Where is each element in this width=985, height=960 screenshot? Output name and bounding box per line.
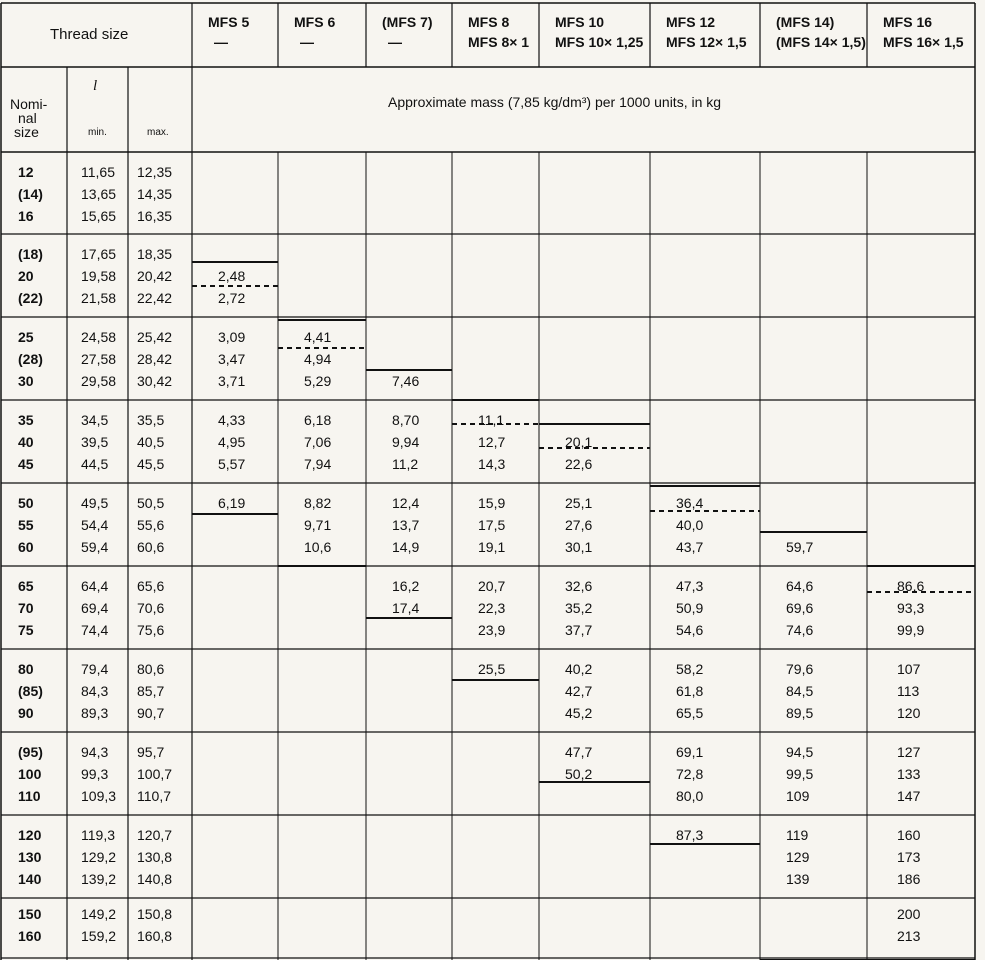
column-header-3-line2: —: [388, 34, 402, 50]
length-max-cell: 45,5: [137, 456, 165, 472]
min-label: min.: [88, 127, 107, 138]
length-max-cell: 75,6: [137, 622, 165, 638]
nominal-size-cell: 20: [18, 268, 34, 284]
length-min-cell: 159,2: [81, 928, 117, 944]
mass-cell: 40,2: [565, 661, 593, 677]
nominal-size-cell: 25: [18, 329, 34, 345]
length-max-cell: 18,35: [137, 246, 173, 262]
column-header-8-line1: MFS 16: [883, 14, 933, 30]
nominal-size-cell: 12: [18, 164, 34, 180]
mass-cell: 47,3: [676, 578, 704, 594]
column-header-5-line1: MFS 10: [555, 14, 605, 30]
mass-cell: 109: [786, 788, 810, 804]
length-max-cell: 20,42: [137, 268, 173, 284]
length-min-cell: 84,3: [81, 683, 109, 699]
length-max-cell: 14,35: [137, 186, 173, 202]
mass-cell: 133: [897, 766, 921, 782]
mass-cell: 74,6: [786, 622, 814, 638]
mass-cell: 4,94: [304, 351, 332, 367]
mass-cell: 3,71: [218, 373, 246, 389]
mass-cell: 3,09: [218, 329, 246, 345]
nominal-size-cell: 16: [18, 208, 34, 224]
length-min-cell: 11,65: [81, 164, 115, 180]
length-min-cell: 99,3: [81, 766, 109, 782]
length-min-cell: 49,5: [81, 495, 109, 511]
mass-cell: 35,2: [565, 600, 593, 616]
mass-cell: 47,7: [565, 744, 593, 760]
length-max-cell: 25,42: [137, 329, 173, 345]
length-max-cell: 100,7: [137, 766, 173, 782]
nominal-size-cell: 65: [18, 578, 34, 594]
length-min-cell: 29,58: [81, 373, 117, 389]
mass-cell: 5,29: [304, 373, 332, 389]
mass-cell: 147: [897, 788, 921, 804]
column-header-2-line1: MFS 6: [294, 14, 336, 30]
column-header-4-line2: MFS 8× 1: [468, 34, 530, 50]
length-min-cell: 59,4: [81, 539, 109, 555]
mass-cell: 69,6: [786, 600, 814, 616]
mass-cell: 127: [897, 744, 921, 760]
mass-cell: 11,2: [392, 456, 419, 472]
mass-cell: 93,3: [897, 600, 925, 616]
length-min-cell: 94,3: [81, 744, 109, 760]
length-min-cell: 39,5: [81, 434, 109, 450]
mass-cell: 173: [897, 849, 921, 865]
length-max-cell: 120,7: [137, 827, 173, 843]
length-min-cell: 149,2: [81, 906, 117, 922]
mass-cell: 7,94: [304, 456, 332, 472]
length-max-cell: 22,42: [137, 290, 173, 306]
mass-cell: 9,71: [304, 517, 332, 533]
mass-cell: 86,6: [897, 578, 925, 594]
thread-size-label: Thread size: [50, 26, 129, 43]
mass-cell: 27,6: [565, 517, 593, 533]
mass-cell: 84,5: [786, 683, 814, 699]
length-max-cell: 50,5: [137, 495, 165, 511]
mass-cell: 99,5: [786, 766, 814, 782]
mass-cell: 25,1: [565, 495, 593, 511]
mass-cell: 22,6: [565, 456, 593, 472]
mass-cell: 13,7: [392, 517, 420, 533]
mass-cell: 59,7: [786, 539, 814, 555]
nominal-size-cell: 55: [18, 517, 34, 533]
mass-cell: 20,1: [565, 434, 593, 450]
length-max-cell: 35,5: [137, 412, 165, 428]
mass-cell: 37,7: [565, 622, 593, 638]
length-min-cell: 129,2: [81, 849, 117, 865]
mass-cell: 5,57: [218, 456, 246, 472]
nominal-size-cell: 40: [18, 434, 34, 450]
mass-cell: 12,4: [392, 495, 420, 511]
column-header-4-line1: MFS 8: [468, 14, 510, 30]
nominal-size-label-2: nal: [18, 110, 37, 126]
nominal-size-label-1: Nomi-: [10, 96, 48, 112]
nominal-size-cell: 140: [18, 871, 42, 887]
length-min-cell: 139,2: [81, 871, 117, 887]
column-header-1-line1: MFS 5: [208, 14, 250, 30]
mass-cell: 2,72: [218, 290, 246, 306]
nominal-size-cell: 120: [18, 827, 42, 843]
length-min-cell: 44,5: [81, 456, 109, 472]
column-header-7-line1: (MFS 14): [776, 14, 835, 30]
mass-cell: 160: [897, 827, 921, 843]
column-header-8-line2: MFS 16× 1,5: [883, 34, 964, 50]
mass-cell: 4,33: [218, 412, 246, 428]
mass-cell: 69,1: [676, 744, 704, 760]
column-header-2-line2: —: [300, 34, 314, 50]
nominal-size-cell: (22): [18, 290, 43, 306]
length-max-cell: 28,42: [137, 351, 173, 367]
length-min-cell: 64,4: [81, 578, 109, 594]
column-header-6-line1: MFS 12: [666, 14, 716, 30]
mass-cell: 6,19: [218, 495, 246, 511]
mass-cell: 120: [897, 705, 921, 721]
mass-cell: 87,3: [676, 827, 704, 843]
mass-cell: 12,7: [478, 434, 506, 450]
mass-cell: 64,6: [786, 578, 814, 594]
mass-cell: 50,9: [676, 600, 704, 616]
mass-cell: 186: [897, 871, 921, 887]
length-max-cell: 95,7: [137, 744, 165, 760]
nominal-size-cell: 35: [18, 412, 34, 428]
column-header-7-line2: (MFS 14× 1,5): [776, 34, 866, 50]
nominal-size-cell: 45: [18, 456, 34, 472]
length-min-cell: 21,58: [81, 290, 117, 306]
mass-cell: 10,6: [304, 539, 332, 555]
mass-cell: 25,5: [478, 661, 506, 677]
mass-cell: 22,3: [478, 600, 506, 616]
column-header-1-line2: —: [214, 34, 228, 50]
mass-cell: 7,46: [392, 373, 420, 389]
column-header-3-line1: (MFS 7): [382, 14, 433, 30]
length-min-cell: 27,58: [81, 351, 117, 367]
mass-cell: 7,06: [304, 434, 332, 450]
nominal-size-cell: 100: [18, 766, 42, 782]
mass-cell: 113: [897, 683, 920, 699]
length-min-cell: 24,58: [81, 329, 117, 345]
length-max-cell: 12,35: [137, 164, 173, 180]
nominal-size-cell: 80: [18, 661, 34, 677]
nominal-size-cell: 75: [18, 622, 34, 638]
length-max-cell: 70,6: [137, 600, 165, 616]
mass-cell: 200: [897, 906, 921, 922]
length-max-cell: 130,8: [137, 849, 173, 865]
mass-cell: 8,70: [392, 412, 420, 428]
mass-cell: 4,95: [218, 434, 246, 450]
length-min-cell: 15,65: [81, 208, 117, 224]
nominal-size-cell: 30: [18, 373, 34, 389]
length-min-cell: 17,65: [81, 246, 117, 262]
mass-cell: 6,18: [304, 412, 332, 428]
length-min-cell: 109,3: [81, 788, 117, 804]
length-max-cell: 55,6: [137, 517, 165, 533]
mass-cell: 19,1: [478, 539, 506, 555]
nominal-size-cell: 70: [18, 600, 34, 616]
nominal-size-cell: (18): [18, 246, 43, 262]
length-max-cell: 90,7: [137, 705, 165, 721]
length-min-cell: 79,4: [81, 661, 109, 677]
length-min-cell: 69,4: [81, 600, 109, 616]
length-max-cell: 40,5: [137, 434, 165, 450]
mass-cell: 43,7: [676, 539, 704, 555]
mass-cell: 8,82: [304, 495, 332, 511]
nominal-size-cell: 60: [18, 539, 34, 555]
length-min-cell: 89,3: [81, 705, 109, 721]
mass-cell: 94,5: [786, 744, 814, 760]
mass-cell: 139: [786, 871, 810, 887]
nominal-size-cell: 90: [18, 705, 34, 721]
mass-cell: 9,94: [392, 434, 420, 450]
nominal-size-cell: 160: [18, 928, 42, 944]
mass-cell: 14,9: [392, 539, 420, 555]
nominal-size-cell: (85): [18, 683, 43, 699]
mass-cell: 54,6: [676, 622, 704, 638]
mass-cell: 23,9: [478, 622, 506, 638]
length-max-cell: 160,8: [137, 928, 173, 944]
nominal-size-cell: 110: [18, 788, 41, 804]
mass-cell: 17,5: [478, 517, 506, 533]
length-min-cell: 13,65: [81, 186, 117, 202]
mass-cell: 129: [786, 849, 810, 865]
mass-cell: 61,8: [676, 683, 704, 699]
column-header-5-line2: MFS 10× 1,25: [555, 34, 644, 50]
length-max-cell: 110,7: [137, 788, 171, 804]
mass-cell: 80,0: [676, 788, 704, 804]
max-label: max.: [147, 127, 169, 138]
mass-caption: Approximate mass (7,85 kg/dm³) per 1000 units, in kg: [388, 94, 722, 110]
mass-cell: 107: [897, 661, 921, 677]
length-max-cell: 150,8: [137, 906, 173, 922]
length-min-cell: 119,3: [81, 827, 115, 843]
nominal-size-label-3: size: [14, 124, 39, 140]
length-min-cell: 19,58: [81, 268, 117, 284]
mass-cell: 36,4: [676, 495, 704, 511]
mass-cell: 42,7: [565, 683, 593, 699]
nominal-size-cell: 130: [18, 849, 42, 865]
column-header-6-line2: MFS 12× 1,5: [666, 34, 747, 50]
mass-cell: 58,2: [676, 661, 704, 677]
mass-cell: 45,2: [565, 705, 593, 721]
mass-cell: 2,48: [218, 268, 246, 284]
mass-cell: 11,1: [478, 412, 505, 428]
nominal-size-cell: (95): [18, 744, 43, 760]
length-max-cell: 16,35: [137, 208, 173, 224]
mass-cell: 89,5: [786, 705, 814, 721]
length-max-cell: 140,8: [137, 871, 173, 887]
mass-cell: 213: [897, 928, 921, 944]
mass-cell: 17,4: [392, 600, 420, 616]
length-max-cell: 30,42: [137, 373, 173, 389]
length-max-cell: 60,6: [137, 539, 165, 555]
mass-cell: 119: [786, 827, 809, 843]
length-max-cell: 85,7: [137, 683, 165, 699]
nominal-size-cell: 150: [18, 906, 42, 922]
mass-cell: 72,8: [676, 766, 704, 782]
mass-cell: 16,2: [392, 578, 420, 594]
mass-cell: 15,9: [478, 495, 506, 511]
mass-cell: 99,9: [897, 622, 925, 638]
mass-cell: 50,2: [565, 766, 593, 782]
mass-cell: 79,6: [786, 661, 814, 677]
length-max-cell: 80,6: [137, 661, 165, 677]
nominal-size-cell: (28): [18, 351, 43, 367]
length-max-cell: 65,6: [137, 578, 165, 594]
length-symbol: l: [93, 78, 98, 94]
mass-cell: 32,6: [565, 578, 593, 594]
length-min-cell: 34,5: [81, 412, 109, 428]
length-min-cell: 54,4: [81, 517, 109, 533]
mass-cell: 65,5: [676, 705, 704, 721]
nominal-size-cell: (14): [18, 186, 43, 202]
mass-cell: 40,0: [676, 517, 704, 533]
mass-cell: 3,47: [218, 351, 246, 367]
mass-cell: 20,7: [478, 578, 506, 594]
mass-cell: 14,3: [478, 456, 506, 472]
length-min-cell: 74,4: [81, 622, 109, 638]
nominal-size-cell: 50: [18, 495, 34, 511]
mass-cell: 4,41: [304, 329, 332, 345]
mass-cell: 30,1: [565, 539, 593, 555]
